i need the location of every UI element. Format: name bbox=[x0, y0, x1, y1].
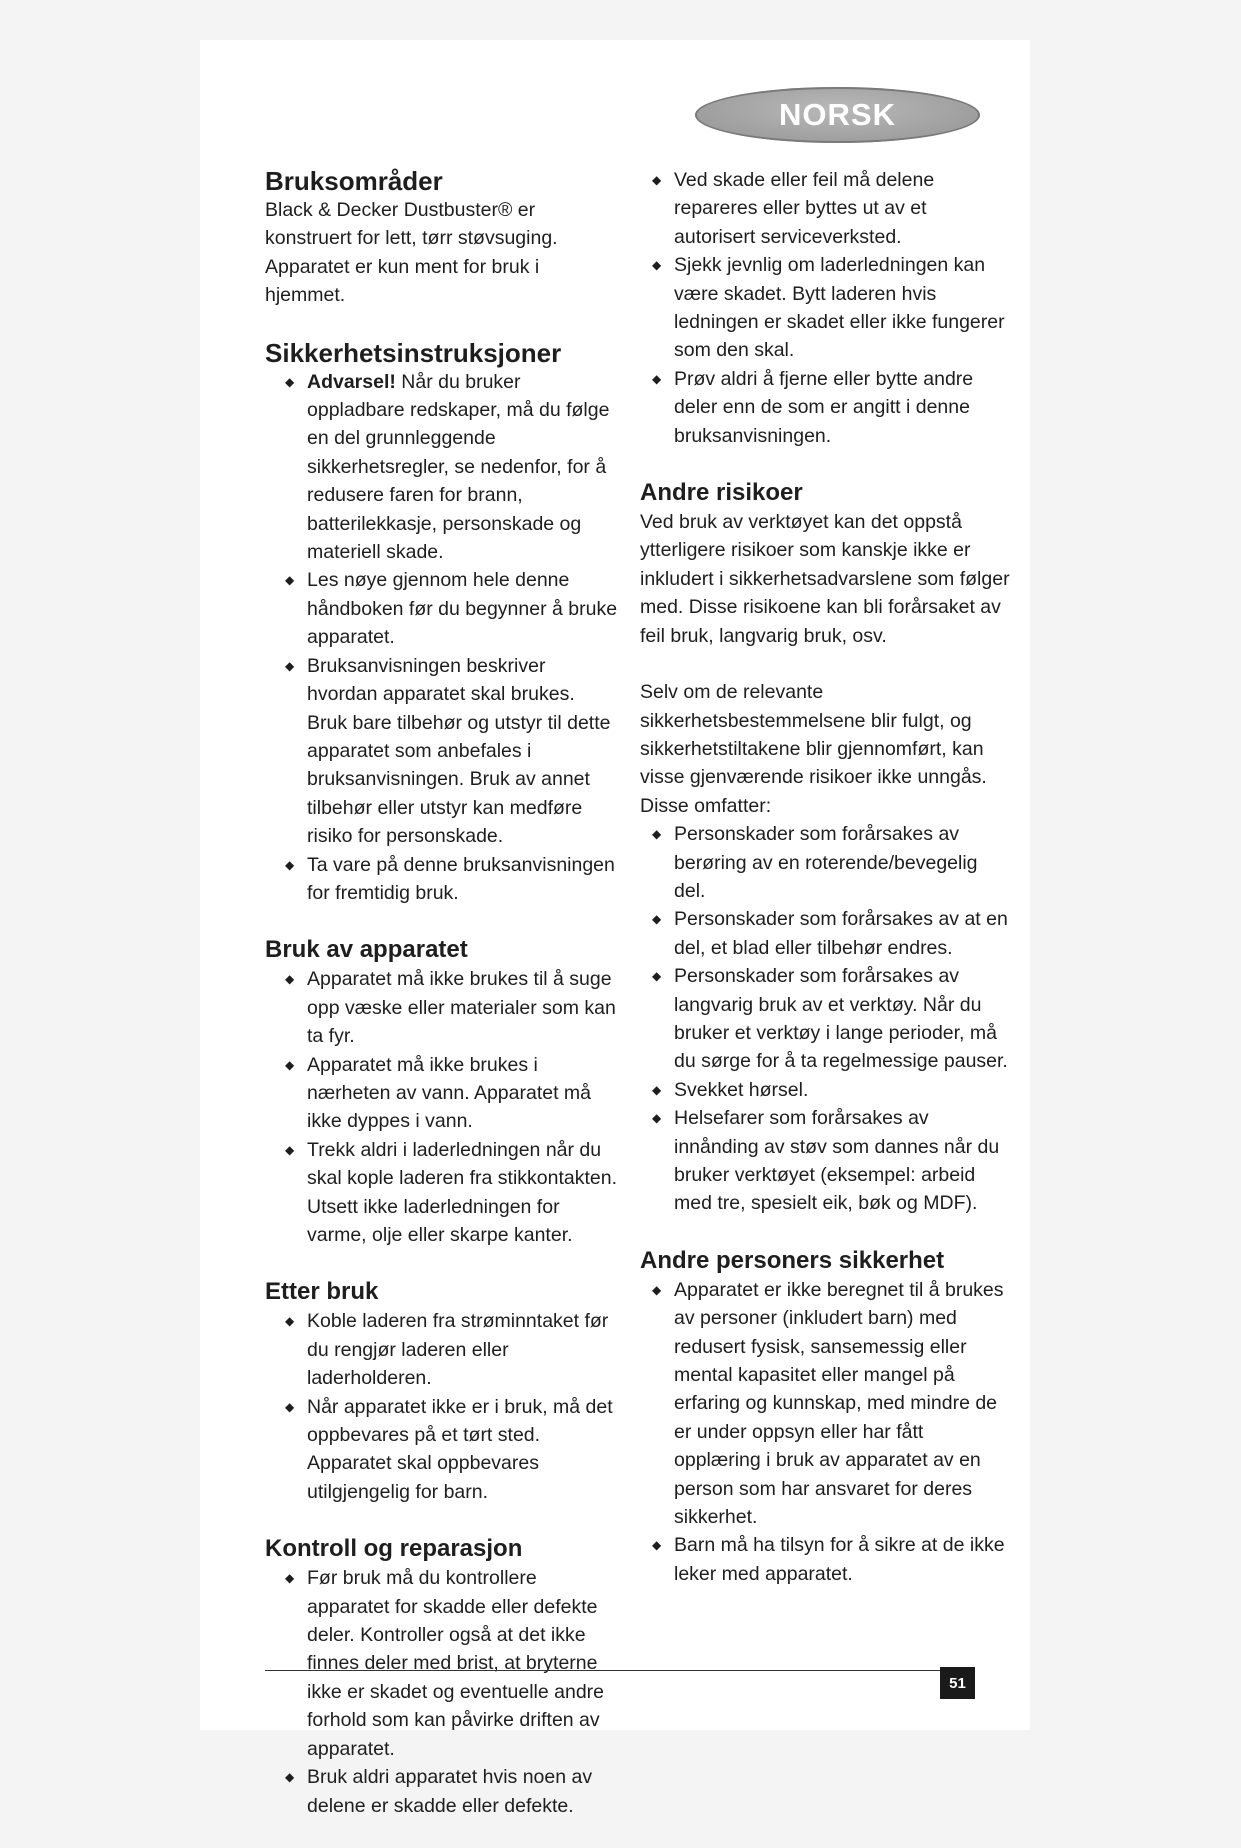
list-risikoer bbox=[644, 820, 1010, 1218]
list-item bbox=[644, 820, 1010, 905]
list-item-text: Apparatet må ikke brukes til å suge opp væske eller materialer som kan ta fyr. bbox=[307, 968, 616, 1048]
diamond-bullet-icon: ◆ bbox=[285, 374, 295, 389]
list-item bbox=[644, 1104, 1010, 1218]
list-item bbox=[644, 962, 1010, 1076]
list-item-text: Personskader som forårsakes av berøring av en roterende/bevegelig del. bbox=[674, 823, 978, 902]
language-badge bbox=[695, 87, 980, 143]
list-item-text: Trekk aldri i laderledningen når du skal kople laderen fra stikkontakten. Utsett ikke laderledningen for varme, olje eller skarpe kanter. bbox=[307, 1138, 618, 1246]
diamond-bullet-icon: ◆ bbox=[652, 173, 662, 187]
list-andre-personer bbox=[644, 1276, 1010, 1588]
list-item bbox=[277, 1307, 620, 1392]
heading-bruksomrader: Bruksområder bbox=[265, 166, 443, 196]
list-item-text: Personskader som forårsakes av at en del, et blad eller tilbehør endres. bbox=[674, 908, 1008, 959]
heading-andre-personer: Andre personers sikkerhet bbox=[640, 1246, 945, 1274]
list-item bbox=[644, 905, 1010, 962]
diamond-bullet-icon: ◆ bbox=[652, 1111, 662, 1126]
heading-andre-risikoer: Andre risikoer bbox=[640, 479, 803, 507]
diamond-bullet-icon: ◆ bbox=[285, 972, 295, 987]
section-andre-risikoer bbox=[640, 478, 1010, 1218]
right-column bbox=[640, 166, 1010, 1616]
list-item-text: Før bruk må du kontrollere apparatet for skadde eller defekte deler. Kontroller også at det ikke finnes deler med brist, at bryterne ikke er skadet og eventuelle andre forhold som kan påvirke driften av apparatet. bbox=[307, 1567, 605, 1760]
list-item bbox=[644, 251, 1010, 365]
paragraph-risikoer-2: Selv om de relevante sikkerhetsbestemmelsene blir fulgt, og sikkerhetstiltakene blir gjennomført, kan visse gjenværende risikoer ikke unngås. Disse omfatter: bbox=[640, 681, 987, 817]
list-item bbox=[277, 965, 620, 1050]
diamond-bullet-icon: ◆ bbox=[652, 1282, 662, 1297]
page-number-label: 51 bbox=[949, 1674, 966, 1692]
diamond-bullet-icon: ◆ bbox=[285, 1057, 295, 1072]
diamond-bullet-icon: ◆ bbox=[652, 1538, 662, 1553]
list-item-text: Personskader som forårsakes av langvarig bruk av et verktøy. Når du bruker et verktøy i lange perioder, må du sørge for å ta regelmessige pauser. bbox=[674, 965, 1008, 1073]
list-item bbox=[644, 1276, 1010, 1532]
list-item-text: Les nøye gjennom hele denne håndboken før du begynner å bruke apparatet. bbox=[307, 569, 618, 649]
diamond-bullet-icon: ◆ bbox=[652, 258, 662, 273]
list-item-text: Bruk aldri apparatet hvis noen av delene er skadde eller defekte. bbox=[307, 1766, 593, 1817]
list-item bbox=[644, 365, 1010, 450]
list-item bbox=[277, 1393, 620, 1507]
list-item bbox=[277, 652, 620, 851]
list-item-text: Barn må ha tilsyn for å sikre at de ikke leker med apparatet. bbox=[674, 1534, 1005, 1585]
heading-etter-bruk: Etter bruk bbox=[265, 1278, 379, 1306]
section-bruk-av-apparatet bbox=[265, 935, 620, 1249]
list-item bbox=[277, 1051, 620, 1136]
list-item-text: Når apparatet ikke er i bruk, må det oppbevares på et tørt sted. Apparatet skal oppbevares utilgjengelig for barn. bbox=[307, 1395, 613, 1503]
list-item-text: Bruksanvisningen beskriver hvordan apparatet skal brukes. Bruk bare tilbehør og utstyr til dette apparatet som anbefales i bruksanvisningen. Bruk av annet tilbehør eller utstyr kan medføre risiko for personskade. bbox=[307, 654, 611, 848]
list-item bbox=[644, 166, 1010, 251]
diamond-bullet-icon: ◆ bbox=[652, 827, 662, 842]
diamond-bullet-icon: ◆ bbox=[285, 1314, 295, 1329]
heading-bruk-av-apparatet: Bruk av apparatet bbox=[265, 936, 468, 964]
list-item bbox=[644, 1531, 1010, 1588]
page-number bbox=[940, 1667, 975, 1699]
list-item-text: Koble laderen fra strøminntaket før du rengjør laderen eller laderholderen. bbox=[307, 1310, 609, 1390]
list-kontroll bbox=[277, 1564, 620, 1820]
paragraph-bruksomrader: Black & Decker Dustbuster® er konstruert for lett, tørr støvsuging. Apparatet er kun ment for bruk i hjemmet. bbox=[265, 199, 558, 307]
list-item bbox=[644, 1076, 1010, 1104]
list-item bbox=[277, 368, 620, 567]
list-item-text: Apparatet må ikke brukes i nærheten av vann. Apparatet må ikke dyppes i vann. bbox=[307, 1053, 592, 1133]
list-item-text: Apparatet er ikke beregnet til å brukes av personer (inkludert barn) med redusert fysisk, sansemessig eller mental kapasitet eller mangel på erfaring og kunnskap, med mindre de er under oppsyn eller har fått opplæring i bruk av apparatet av en person som har ansvaret for deres sikkerhet. bbox=[674, 1278, 1004, 1529]
list-sikkerhet bbox=[277, 368, 620, 908]
section-andre-personer bbox=[640, 1246, 1010, 1588]
list-item-text: Prøv aldri å fjerne eller bytte andre deler enn de som er angitt i denne bruksanvisningen. bbox=[674, 367, 974, 447]
section-bruksomrader bbox=[265, 166, 620, 310]
list-item bbox=[277, 566, 620, 651]
diamond-bullet-icon: ◆ bbox=[652, 912, 662, 927]
heading-sikkerhetsinstruksjoner: Sikkerhetsinstruksjoner bbox=[265, 337, 562, 368]
diamond-bullet-icon: ◆ bbox=[285, 658, 295, 673]
list-item-text: Ved skade eller feil må delene repareres eller byttes ut av et autorisert serviceverksted. bbox=[674, 169, 935, 248]
list-item bbox=[277, 1564, 620, 1763]
list-bruk bbox=[277, 965, 620, 1249]
left-column bbox=[265, 166, 620, 1848]
list-item-text: Svekket hørsel. bbox=[674, 1078, 809, 1101]
list-item-text: Helsefarer som forårsakes av innånding av støv som dannes når du bruker verktøyet (eksempel: arbeid med tre, spesielt eik, bøk og MDF). bbox=[674, 1107, 1000, 1215]
section-sikkerhetsinstruksjoner bbox=[265, 338, 620, 908]
diamond-bullet-icon: ◆ bbox=[285, 1770, 295, 1785]
section-kontroll bbox=[265, 1534, 620, 1820]
list-item bbox=[277, 1136, 620, 1250]
language-label: NORSK bbox=[779, 97, 896, 132]
list-item-text: Ta vare på denne bruksanvisningen for fremtidig bruk. bbox=[307, 853, 615, 904]
section-etter-bruk bbox=[265, 1277, 620, 1506]
diamond-bullet-icon: ◆ bbox=[652, 1082, 662, 1097]
paragraph-risikoer-1: Ved bruk av verktøyet kan det oppstå ytterligere risikoer som kanskje ikke er inkludert i sikkerhetsadvarslene som følger med. Disse risikoene kan bli forårsaket av feil bruk, langvarig bruk, osv. bbox=[640, 511, 1010, 647]
warning-label: Advarsel! bbox=[307, 370, 396, 393]
diamond-bullet-icon: ◆ bbox=[285, 1142, 295, 1157]
heading-kontroll: Kontroll og reparasjon bbox=[265, 1535, 523, 1563]
diamond-bullet-icon: ◆ bbox=[285, 1571, 295, 1586]
section-continued bbox=[640, 166, 1010, 450]
warning-text: Når du bruker oppladbare redskaper, må du følge en del grunnleggende sikkerhetsregler, se nedenfor, for å redusere faren for brann, batterilekkasje, personskade og materiell skade. bbox=[307, 370, 610, 564]
list-item bbox=[277, 1763, 620, 1820]
diamond-bullet-icon: ◆ bbox=[285, 857, 295, 872]
list-item bbox=[277, 851, 620, 908]
diamond-bullet-icon: ◆ bbox=[285, 573, 295, 588]
list-item-text: Sjekk jevnlig om laderledningen kan være skadet. Bytt laderen hvis ledningen er skadet eller ikke fungerer som den skal. bbox=[674, 254, 1005, 362]
list-continued bbox=[644, 166, 1010, 450]
footer-rule bbox=[265, 1670, 940, 1671]
diamond-bullet-icon: ◆ bbox=[652, 969, 662, 984]
diamond-bullet-icon: ◆ bbox=[285, 1399, 295, 1414]
list-etter-bruk bbox=[277, 1307, 620, 1506]
diamond-bullet-icon: ◆ bbox=[652, 371, 662, 386]
